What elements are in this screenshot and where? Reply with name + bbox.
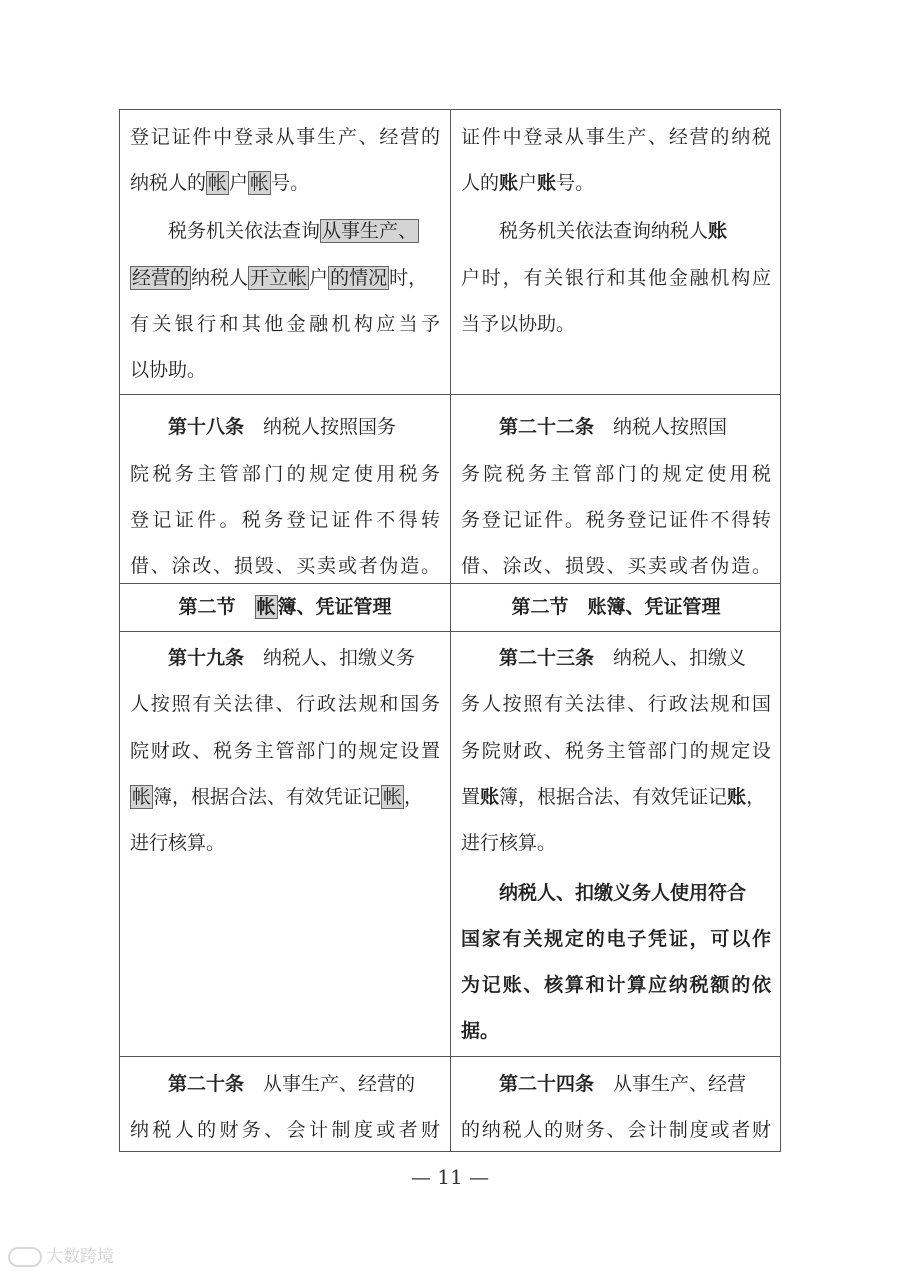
highlight: 经营的 <box>132 267 190 289</box>
text-line: 进行核算。 <box>461 832 557 854</box>
row5-left-cell <box>120 1057 450 1152</box>
text-line: 人的账户账号。 <box>461 172 595 194</box>
article-number: 第十九条 <box>168 647 245 669</box>
article-number: 第二十四条 <box>499 1073 595 1095</box>
text-line: 人按照有关法律、行政法规和国务 <box>130 693 440 715</box>
text-line: 经营的 纳税人 开立帐 户 的情况 时， <box>132 267 428 289</box>
text-line: 院财政、税务主管部门的规定设置 <box>130 740 440 762</box>
text-line: 第二十条 从事生产、经营的 <box>168 1073 416 1095</box>
watermark-logo-icon <box>8 1247 42 1267</box>
text-line: 第二十三条 纳税人、扣缴义 <box>499 647 747 669</box>
row1-right-cell <box>451 110 781 394</box>
text-line: 第二十四条 从事生产、经营 <box>499 1073 747 1095</box>
section-heading: 第二节 帐 簿、凭证管理 <box>178 596 392 618</box>
text-line: 税务机关依法查询 从事生产、 <box>168 220 418 242</box>
text-line: 以协助。 <box>130 359 207 381</box>
text-line: 有关银行和其他金融机构应当予 <box>130 313 440 335</box>
text-line: 务院财政、税务主管部门的规定设 <box>461 740 771 762</box>
text-line: 借、涂改、损毁、买卖或者伪造。 <box>130 555 440 577</box>
row3-right-cell <box>451 584 781 631</box>
article-number: 第二十条 <box>168 1073 245 1095</box>
text-line: 据。 <box>461 1020 500 1042</box>
row1-left-cell <box>120 110 450 394</box>
text-line: 的纳税人的财务、会计制度或者财 <box>461 1119 771 1141</box>
text-line: 税务机关依法查询纳税人账 <box>499 220 728 242</box>
text-line: 登记证件中登录从事生产、经营的 <box>130 126 440 148</box>
page-number: — 11 — <box>410 1165 490 1189</box>
text-line: 当予以协助。 <box>461 313 576 335</box>
row2-left-cell <box>120 395 450 583</box>
article-number: 第十八条 <box>168 416 245 438</box>
text-line: 纳税人的财务、会计制度或者财 <box>130 1119 440 1141</box>
text-line: 第十八条 纳税人按照国务 <box>168 416 397 438</box>
text-line: 第十九条 纳税人、扣缴义务 <box>168 647 416 669</box>
article-number: 第二十二条 <box>499 416 595 438</box>
highlight: 从事生产、 <box>322 220 418 242</box>
watermark: 大数跨境 <box>8 1242 114 1267</box>
highlight: 帐 <box>208 172 228 194</box>
row4-left-cell <box>120 632 450 1056</box>
text-line: 登记证件。税务登记证件不得转 <box>130 509 440 531</box>
row4-right-cell <box>451 632 781 1056</box>
row5-right-cell <box>451 1057 781 1152</box>
text-line: 务人按照有关法律、行政法规和国 <box>461 693 771 715</box>
section-heading: 第二节 账簿、凭证管理 <box>511 596 721 618</box>
highlight: 的情况 <box>330 267 388 289</box>
row2-right-cell <box>451 395 781 583</box>
highlight: 开立帐 <box>250 267 308 289</box>
text-line: 纳税人、扣缴义务人使用符合 <box>499 882 747 904</box>
text-line: 第二十二条 纳税人按照国 <box>499 416 728 438</box>
text-line: 帐 簿，根据合法、有效凭证记 帐 ， <box>132 786 424 808</box>
highlight: 帐 <box>132 786 152 808</box>
text-line: 借、涂改、损毁、买卖或者伪造。 <box>461 555 771 577</box>
text-line: 置账簿，根据合法、有效凭证记账， <box>461 786 766 808</box>
text-line: 务院税务主管部门的规定使用税 <box>461 463 771 485</box>
highlight: 帐 <box>250 172 270 194</box>
highlight: 帐 <box>383 786 403 808</box>
row3-left-cell <box>120 584 450 631</box>
highlight: 帐 <box>256 596 276 618</box>
text-line: 院税务主管部门的规定使用税务 <box>130 463 440 485</box>
text-line: 国家有关规定的电子凭证，可以作 <box>461 928 771 950</box>
article-number: 第二十三条 <box>499 647 595 669</box>
text-line: 务登记证件。税务登记证件不得转 <box>461 509 771 531</box>
comparison-table <box>119 109 781 1152</box>
text-line: 纳税人的 帐 户 帐 号。 <box>130 172 310 194</box>
text-line: 进行核算。 <box>130 832 226 854</box>
text-line: 为记账、核算和计算应纳税额的依 <box>461 974 771 996</box>
text-line: 证件中登录从事生产、经营的纳税 <box>461 126 771 148</box>
text-line: 户时，有关银行和其他金融机构应 <box>461 267 771 289</box>
